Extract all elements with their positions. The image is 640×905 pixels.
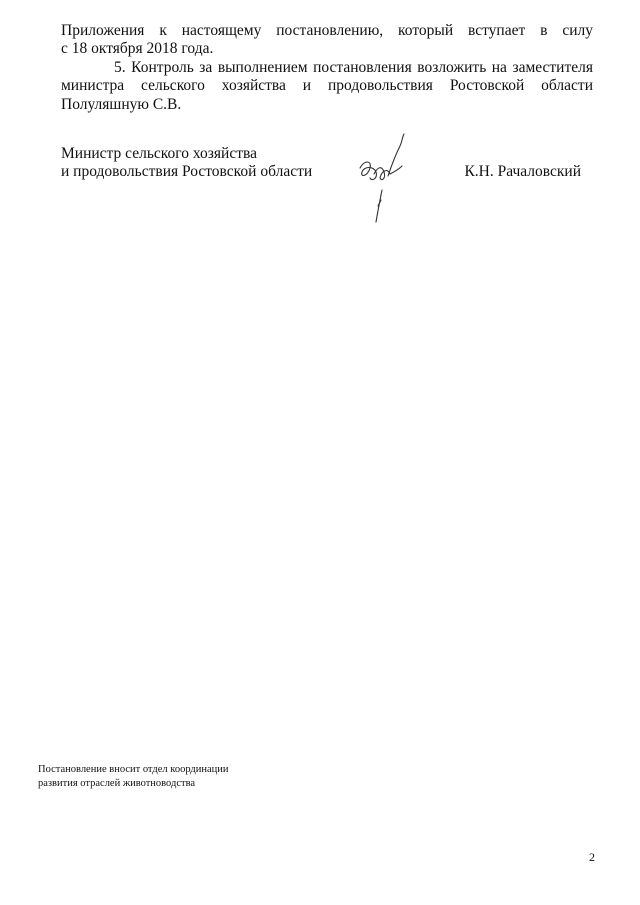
signatory-title-line: Министр сельского хозяйства <box>61 145 257 162</box>
paragraph-line: Приложения к настоящему постановлению, который вступает в силу <box>61 22 593 39</box>
footer-note-line: Постановление вносит отдел координации <box>38 764 229 775</box>
footer-note <box>38 763 229 790</box>
paragraph-line: с 18 октября 2018 года. <box>61 40 214 58</box>
paragraph-line: министра сельского хозяйства и продовольствия Ростовской области <box>61 77 593 95</box>
paragraph-line: Полуляшную С.В. <box>61 95 182 113</box>
signatory-name: К.Н. Рачаловский <box>464 163 581 181</box>
paragraph-5 <box>61 59 593 114</box>
signatory-title-line: и продовольствия Ростовской области <box>61 163 313 181</box>
paragraph-4-tail <box>61 22 593 59</box>
footer-note-line: развития отраслей животноводства <box>38 777 196 789</box>
page-number: 2 <box>589 850 595 864</box>
paragraph-line: 5. Контроль за выполнением постановления возложить на заместителя <box>114 59 593 76</box>
signature-block <box>61 145 593 182</box>
handwritten-signature <box>352 130 412 230</box>
